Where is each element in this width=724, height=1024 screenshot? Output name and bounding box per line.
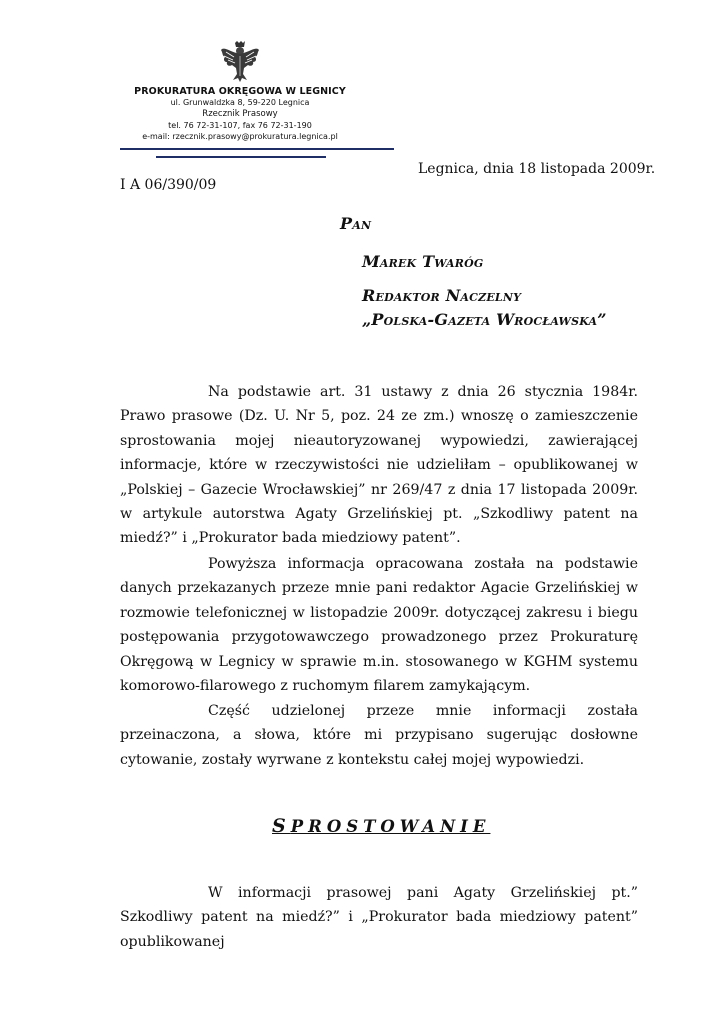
addressee-salutation: Pan <box>340 214 372 233</box>
addressee-publication: „Polska-Gazeta Wrocławska” <box>362 310 607 329</box>
paragraph-3: Część udzielonej przeze mnie informacji została przeinaczona, a słowa, które mi przypisano sugerując dosłowne cytowanie, zostały wyrwane z kontekstu całej mojej wypowiedzi. <box>120 703 638 768</box>
letterhead-rule-short <box>156 156 326 158</box>
reference-number: I A 06/390/09 <box>120 177 217 193</box>
addressee-name: Marek Twaróg <box>362 252 484 271</box>
section-heading-rest: PROSTOWANIE <box>290 817 491 836</box>
paragraph-4: W informacji prasowej pani Agaty Grzelińskiej pt.” Szkodliwy patent na miedź?” i „Prokurator bada miedziowy patent” opublikowanej <box>120 885 638 950</box>
place-date: Legnica, dnia 18 listopada 2009r. <box>418 161 656 177</box>
section-heading <box>272 815 490 837</box>
paragraph-1: Na podstawie art. 31 ustawy z dnia 26 stycznia 1984r. Prawo prasowe (Dz. U. Nr 5, poz. 24 ze zm.) wnoszę o zamieszczenie sprostowania mojej nieautoryzowanej wypowiedzi, zawierającej informacje, które w rzeczywistości nie udzieliłam – opublikowanej w „Polskiej – Gazecie Wrocławskiej” nr 269/47 z dnia 17 listopada 2009r. w artykule autorstwa Agaty Grzelińskiej pt. „Szkodliwy patent na miedź?” i „Prokurator bada miedziowy patent”. <box>120 384 638 547</box>
phone-fax: tel. 76 72-31-107, fax 76 72-31-190 <box>168 121 312 130</box>
organization-name: PROKURATURA OKRĘGOWA W LEGNICY <box>134 86 346 97</box>
letterhead <box>122 40 358 142</box>
letterhead-rule <box>120 148 394 150</box>
addressee-position: Redaktor Naczelny <box>362 286 522 305</box>
section-heading-initial: S <box>272 815 291 837</box>
eagle-emblem-icon <box>220 40 260 84</box>
email-address: e-mail: rzecznik.prasowy@prokuratura.legnica.pl <box>142 132 338 141</box>
paragraph-2: Powyższa informacja opracowana została na podstawie danych przekazanych przeze mnie pani redaktor Agacie Grzelińskiej w rozmowie telefonicznej w listopadzie 2009r. dotyczącej zakresu i biegu postępowania przygotowawczego prowadzonego przez Prokuraturę Okręgową w Legnicy w sprawie m.in. stosowanego w KGHM systemu komorowo-filarowego z ruchomym filarem zamykającym. <box>120 556 638 695</box>
office-name: Rzecznik Prasowy <box>202 109 278 119</box>
organization-address: ul. Grunwaldzka 8, 59-220 Legnica <box>170 98 310 107</box>
